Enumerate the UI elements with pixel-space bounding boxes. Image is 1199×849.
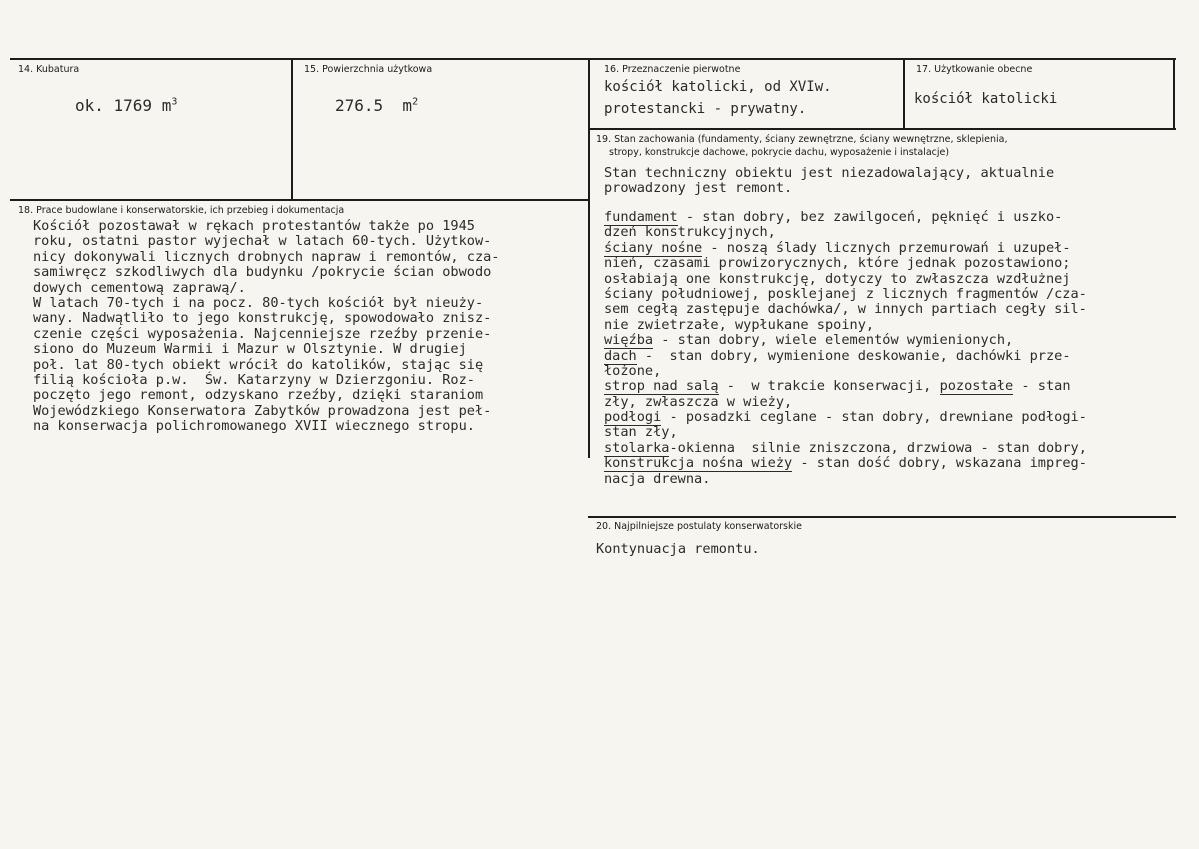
field-14-value: ok. 1769 $m^3$ (75, 96, 178, 115)
field-19-details (604, 210, 1087, 487)
field-16-line2: protestancki - prywatny. (604, 101, 807, 117)
divider-14-15 (291, 58, 293, 199)
divider-16-17 (903, 58, 905, 128)
prace-line: wany. Nadwątliło to jego konstrukcję, spowodowało znisz- (33, 310, 492, 327)
stan-line: więźba - stan dobry, wiele elementów wymienionych, (604, 332, 1014, 349)
field-18-label: 18. Prace budowlane i konserwatorskie, ich przebieg i dokumentacja (18, 205, 345, 216)
stan-line: ściany nośne - noszą ślady licznych przemurowań i uzupeł- (604, 239, 1071, 256)
stan-line: dach - stan dobry, wymienione deskowanie, dachówki prze- (604, 347, 1071, 364)
field-17-label: 17. Użytkowanie obecne (916, 64, 1033, 75)
field-19-label: 19. Stan zachowania (fundamenty, ściany zewnętrzne, ściany wewnętrzne, sklepienia, stropy, konstrukcje dachowe, pokrycie dachu, wyposażenie i instalacje) (596, 134, 1008, 158)
prace-line: siono do Muzeum Warmii i Mazur w Olsztynie. W drugiej (33, 341, 467, 358)
stan-line: dzeń konstrukcyjnych, (604, 224, 776, 241)
field-17-value: kościół katolicki (914, 91, 1058, 107)
field-15-label: 15. Powierzchnia użytkowa (304, 64, 433, 75)
field-14-label: 14. Kubatura (18, 64, 80, 75)
prace-line: poczęto jego remont, odzyskano rzeźby, dzięki staraniom (33, 387, 484, 404)
field-20-value: Kontynuacja remontu. (596, 541, 760, 557)
stan-line: zły, zwłaszcza w wieży, (604, 393, 793, 410)
divider-center (588, 58, 590, 458)
field-20-label: 20. Najpilniejsze postulaty konserwatorskie (596, 521, 802, 532)
prace-line: Wojewódzkiego Konserwatora Zabytków prowadzona jest peł- (33, 402, 492, 419)
stan-line: stan zły, (604, 424, 678, 441)
stan-line: nacja drewna. (604, 470, 711, 487)
prace-line: roku, ostatni pastor wyjechał w latach 60-tych. Użytkow- (33, 233, 492, 250)
stan-line: podłogi - posadzki ceglane - stan dobry, drewniane podłogi- (604, 409, 1087, 426)
stan-line: sem cegłą zastępuje dachówka/, w innych partiach cegły sil- (604, 301, 1087, 318)
field-16-line1: kościół katolicki, od XVIw. (604, 79, 832, 95)
prace-line: poł. lat 80-tych obiekt wrócił do katolików, stając się (33, 356, 484, 373)
field-19-text (604, 166, 1054, 197)
top-rule (10, 58, 1176, 60)
prace-line: czenie części wyposażenia. Najcenniejsze rzeźby przenie- (33, 325, 492, 342)
prace-line: na konserwacja polichromowanego XVII wiecznego stropu. (33, 418, 475, 435)
rule-under-14-15 (10, 199, 590, 201)
stan-line: ściany południowej, posklejanej z licznych fragmentów /cza- (604, 285, 1087, 302)
right-margin-rule (1173, 58, 1175, 128)
stan-line: fundament - stan dobry, bez zawilgoceń, pęknięć i uszko- (604, 209, 1063, 225)
field-15-value: 276.5 $m^2$ (335, 96, 419, 115)
prace-line: samiwręcz szkodliwych dla budynku /pokrycie ścian obwodo (33, 264, 492, 281)
prace-line: W latach 70-tych i na pocz. 80-tych kościół był nieuży- (33, 294, 484, 311)
prace-line: dowych cementową zaprawą/. (33, 279, 246, 296)
stan-line: nień, czasami prowizorycznych, które jednak pozostawiono; (604, 255, 1071, 272)
stan-line: osłabiają one konstrukcję, dotyczy to zwłaszcza wzdłużnej (604, 270, 1071, 287)
field-18-text (33, 219, 500, 434)
stan-line: konstrukcja nośna wieży - stan dość dobry, wskazana impreg- (604, 455, 1087, 472)
stan-line: strop nad salą - w trakcie konserwacji, pozostałe - stan (604, 378, 1071, 395)
rule-above-20 (588, 516, 1176, 518)
stan-intro-1: Stan techniczny obiektu jest niezadowalający, aktualnie (604, 165, 1055, 181)
stan-line: stolarka-okienna silnie zniszczona, drzwiowa - stan dobry, (604, 439, 1087, 456)
prace-line: nicy dokonywali licznych drobnych napraw i remontów, cza- (33, 248, 500, 265)
rule-under-16-17 (588, 128, 1176, 130)
stan-intro-2: prowadzony jest remont. (604, 180, 793, 197)
stan-line: łożone, (604, 362, 662, 379)
stan-line: nie zwietrzałe, wypłukane spoiny, (604, 316, 875, 333)
prace-line: filią kościoła p.w. Św. Katarzyny w Dzierzgoniu. Roz- (33, 371, 475, 388)
prace-line: Kościół pozostawał w rękach protestantów także po 1945 (33, 218, 475, 234)
field-16-label: 16. Przeznaczenie pierwotne (604, 64, 741, 75)
